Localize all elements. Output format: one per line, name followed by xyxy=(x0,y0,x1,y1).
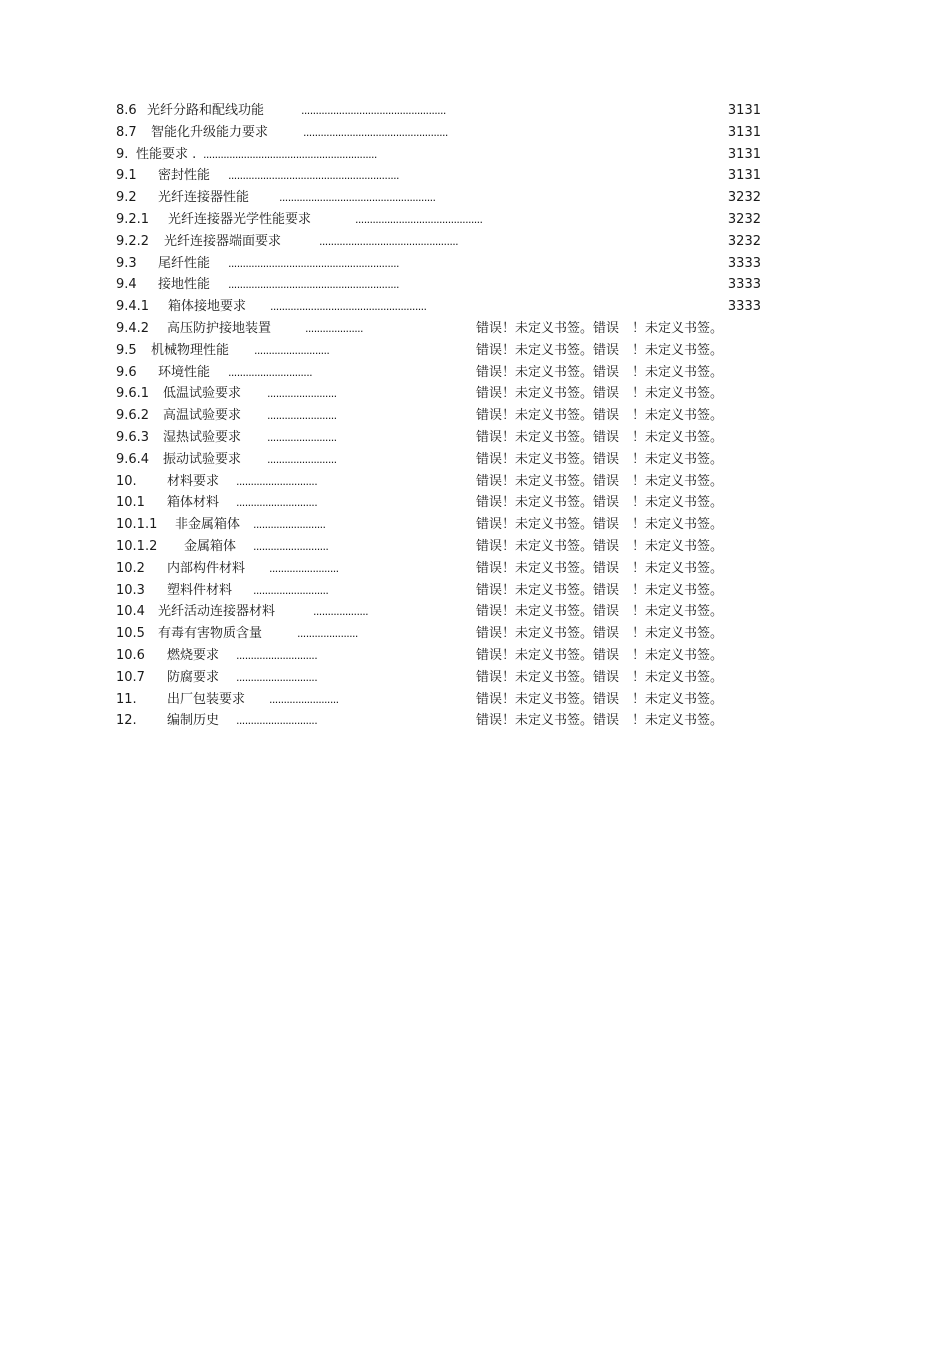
toc-entry-leader-dots: ........................ xyxy=(269,561,339,575)
toc-entry-leader-dots: ........................ xyxy=(269,692,339,706)
toc-entry[interactable] xyxy=(116,601,766,623)
toc-entry-page-number: 3131 xyxy=(727,146,761,162)
toc-entry-leader-dots: ........................................................... xyxy=(228,169,399,183)
toc-entry-leader-dots: .......................... xyxy=(253,583,329,597)
table-of-contents xyxy=(116,100,766,732)
toc-entry-leader-dots: ..................... xyxy=(297,627,358,641)
toc-entry-page-number: 3131 xyxy=(727,124,761,140)
toc-entry[interactable] xyxy=(116,689,766,711)
toc-entry-title: 性能要求 . xyxy=(136,146,197,162)
toc-entry-leader-dots: .......................... xyxy=(253,539,329,553)
toc-entry-bookmark-error: 错误！未定义书签。错误 ！未定义书签。 xyxy=(476,386,724,402)
toc-entry[interactable] xyxy=(116,645,766,667)
toc-entry-bookmark-error: 错误！未定义书签。错误 ！未定义书签。 xyxy=(476,560,724,576)
toc-entry-title: 塑料件材料 xyxy=(167,582,233,598)
toc-entry-page-number: 3333 xyxy=(727,277,761,293)
toc-entry-title: 低温试验要求 xyxy=(163,386,242,402)
toc-entry-title: 燃烧要求 xyxy=(167,647,220,663)
toc-entry-page-number: 3131 xyxy=(727,103,761,118)
toc-entry-leader-dots: ........................ xyxy=(267,430,337,444)
toc-entry-number: 10.1 xyxy=(116,495,145,511)
toc-entry-number: 10.1.1 xyxy=(116,517,158,533)
toc-entry-bookmark-error: 错误！未定义书签。错误 ！未定义书签。 xyxy=(476,408,724,424)
toc-entry-title: 金属箱体 xyxy=(184,538,237,554)
toc-entry-bookmark-error: 错误！未定义书签。错误 ！未定义书签。 xyxy=(476,320,724,336)
toc-entry[interactable] xyxy=(116,209,766,231)
toc-entry-number: 8.7 xyxy=(116,124,137,140)
toc-entry-title: 箱体接地要求 xyxy=(168,299,247,315)
toc-entry-number: 9.4.2 xyxy=(116,320,150,336)
toc-entry-leader-dots: ............................ xyxy=(236,474,318,488)
toc-entry-title: 高温试验要求 xyxy=(163,408,242,424)
toc-entry[interactable] xyxy=(116,122,766,144)
toc-entry[interactable] xyxy=(116,449,766,471)
toc-entry-number: 10.6 xyxy=(116,647,145,663)
toc-entry-leader-dots: ................................................ xyxy=(319,234,459,248)
toc-entry[interactable] xyxy=(116,187,766,209)
toc-entry-title: 光纤分路和配线功能 xyxy=(147,103,265,118)
toc-entry-bookmark-error: 错误！未定义书签。错误 ！未定义书签。 xyxy=(476,713,724,729)
toc-entry-leader-dots: ............................ xyxy=(236,670,318,684)
toc-entry-leader-dots: ........................ xyxy=(267,452,337,466)
toc-entry-bookmark-error: 错误！未定义书签。错误 ！未定义书签。 xyxy=(476,342,724,358)
toc-entry-leader-dots: ................... xyxy=(313,605,369,619)
toc-entry-bookmark-error: 错误！未定义书签。错误 ！未定义书签。 xyxy=(476,691,724,707)
toc-entry-number: 9.6.2 xyxy=(116,408,150,424)
toc-entry-leader-dots: ............................................................ xyxy=(203,147,377,161)
toc-entry-bookmark-error: 错误！未定义书签。错误 ！未定义书签。 xyxy=(476,495,724,511)
toc-entry[interactable] xyxy=(116,253,766,275)
toc-entry-bookmark-error: 错误！未定义书签。错误 ！未定义书签。 xyxy=(476,473,724,489)
toc-entry-number: 9.2.2 xyxy=(116,233,150,249)
toc-entry-title: 高压防护接地装置 xyxy=(167,320,272,336)
toc-entry-bookmark-error: 错误！未定义书签。错误 ！未定义书签。 xyxy=(476,604,724,620)
toc-entry[interactable] xyxy=(116,623,766,645)
toc-entry-title: 机械物理性能 xyxy=(151,342,230,358)
toc-entry[interactable] xyxy=(116,274,766,296)
toc-entry[interactable] xyxy=(116,536,766,558)
toc-entry-bookmark-error: 错误！未定义书签。错误 ！未定义书签。 xyxy=(476,451,724,467)
toc-entry-number: 10.3 xyxy=(116,582,145,598)
toc-entry-title: 振动试验要求 xyxy=(163,451,242,467)
toc-entry-title: 内部构件材料 xyxy=(167,560,246,576)
toc-entry[interactable] xyxy=(116,362,766,384)
toc-entry-title: 材料要求 xyxy=(167,473,220,489)
toc-entry-leader-dots: ............................. xyxy=(228,365,313,379)
toc-entry-number: 9.6.3 xyxy=(116,429,150,445)
toc-entry-number: 9.4 xyxy=(116,277,137,293)
toc-entry-page-number: 3232 xyxy=(727,233,761,249)
toc-entry-number: 9.2.1 xyxy=(116,211,150,227)
toc-entry-number: 10. xyxy=(116,473,137,489)
toc-entry-bookmark-error: 错误！未定义书签。错误 ！未定义书签。 xyxy=(476,582,724,598)
toc-entry-page-number: 3333 xyxy=(727,299,761,315)
toc-entry-bookmark-error: 错误！未定义书签。错误 ！未定义书签。 xyxy=(476,517,724,533)
toc-entry-title: 尾纤性能 xyxy=(158,255,211,271)
toc-entry-leader-dots: ........................................................... xyxy=(228,278,399,292)
toc-entry-title: 智能化升级能力要求 xyxy=(151,124,269,140)
toc-entry[interactable] xyxy=(116,296,766,318)
toc-entry-number: 9. xyxy=(116,146,129,162)
toc-entry-title: 出厂包装要求 xyxy=(167,691,246,707)
toc-entry[interactable] xyxy=(116,383,766,405)
toc-entry[interactable] xyxy=(116,100,766,122)
toc-entry-leader-dots: ............................ xyxy=(236,714,318,728)
toc-entry-page-number: 3333 xyxy=(727,255,761,271)
toc-entry[interactable] xyxy=(116,144,766,166)
toc-entry-leader-dots: ...................................................... xyxy=(279,191,436,205)
toc-entry[interactable] xyxy=(116,405,766,427)
toc-entry-title: 光纤连接器性能 xyxy=(158,190,250,206)
toc-entry-title: 湿热试验要求 xyxy=(163,429,242,445)
toc-entry-leader-dots: .................................................. xyxy=(301,104,446,117)
toc-entry-number: 9.6.4 xyxy=(116,451,150,467)
toc-entry-bookmark-error: 错误！未定义书签。错误 ！未定义书签。 xyxy=(476,429,724,445)
toc-entry-title: 光纤活动连接器材料 xyxy=(158,604,276,620)
toc-entry-title: 防腐要求 xyxy=(167,669,220,685)
toc-entry-page-number: 3232 xyxy=(727,190,761,206)
toc-entry-number: 12. xyxy=(116,713,137,729)
toc-entry-leader-dots: .................................................. xyxy=(303,125,448,139)
toc-entry[interactable] xyxy=(116,318,766,340)
toc-entry-number: 9.4.1 xyxy=(116,299,150,315)
toc-entry-leader-dots: ........................ xyxy=(267,387,337,401)
toc-entry[interactable] xyxy=(116,427,766,449)
toc-entry-number: 8.6 xyxy=(116,103,137,118)
toc-entry-bookmark-error: 错误！未定义书签。错误 ！未定义书签。 xyxy=(476,538,724,554)
toc-entry-title: 编制历史 xyxy=(167,713,220,729)
toc-entry[interactable] xyxy=(116,231,766,253)
toc-entry-title: 光纤连接器端面要求 xyxy=(164,233,282,249)
toc-entry-number: 9.5 xyxy=(116,342,137,358)
toc-entry-number: 10.5 xyxy=(116,626,145,642)
toc-entry-page-number: 3131 xyxy=(727,168,761,184)
toc-entry-leader-dots: ......................... xyxy=(253,518,326,532)
toc-entry-title: 箱体材料 xyxy=(167,495,220,511)
toc-entry-leader-dots: ...................................................... xyxy=(270,300,427,314)
toc-entry-number: 10.1.2 xyxy=(116,538,158,554)
toc-entry[interactable] xyxy=(116,340,766,362)
toc-entry-title: 环境性能 xyxy=(158,364,211,380)
toc-entry-bookmark-error: 错误！未定义书签。错误 ！未定义书签。 xyxy=(476,364,724,380)
toc-entry-number: 10.4 xyxy=(116,604,145,620)
toc-entry-number: 11. xyxy=(116,691,137,707)
toc-entry-number: 10.7 xyxy=(116,669,145,685)
toc-entry-page-number: 3232 xyxy=(727,211,761,227)
toc-entry[interactable] xyxy=(116,165,766,187)
toc-entry-bookmark-error: 错误！未定义书签。错误 ！未定义书签。 xyxy=(476,626,724,642)
toc-entry-number: 9.2 xyxy=(116,190,137,206)
toc-entry-number: 9.6 xyxy=(116,364,137,380)
toc-entry-number: 9.3 xyxy=(116,255,137,271)
toc-entry-bookmark-error: 错误！未定义书签。错误 ！未定义书签。 xyxy=(476,647,724,663)
toc-entry-title: 接地性能 xyxy=(158,277,211,293)
toc-entry[interactable] xyxy=(116,710,766,732)
toc-entry-number: 10.2 xyxy=(116,560,145,576)
toc-entry-title: 密封性能 xyxy=(158,168,211,184)
toc-entry[interactable] xyxy=(116,580,766,602)
toc-entry-title: 有毒有害物质含量 xyxy=(158,626,263,642)
toc-entry[interactable] xyxy=(116,667,766,689)
toc-entry[interactable] xyxy=(116,471,766,493)
toc-entry[interactable] xyxy=(116,558,766,580)
toc-entry-title: 非金属箱体 xyxy=(175,517,241,533)
toc-entry[interactable] xyxy=(116,492,766,514)
toc-entry-leader-dots: ........................ xyxy=(267,409,337,423)
toc-entry-leader-dots: ........................................................... xyxy=(228,256,399,270)
toc-entry-bookmark-error: 错误！未定义书签。错误 ！未定义书签。 xyxy=(476,669,724,685)
toc-entry-leader-dots: ............................ xyxy=(236,496,318,510)
toc-entry-leader-dots: ............................................ xyxy=(355,212,483,226)
toc-entry-leader-dots: ............................ xyxy=(236,648,318,662)
toc-entry-number: 9.1 xyxy=(116,168,137,184)
toc-entry[interactable] xyxy=(116,514,766,536)
toc-entry-leader-dots: .................... xyxy=(305,321,363,335)
toc-entry-title: 光纤连接器光学性能要求 xyxy=(168,211,312,227)
toc-entry-number: 9.6.1 xyxy=(116,386,150,402)
toc-entry-leader-dots: .......................... xyxy=(254,343,330,357)
